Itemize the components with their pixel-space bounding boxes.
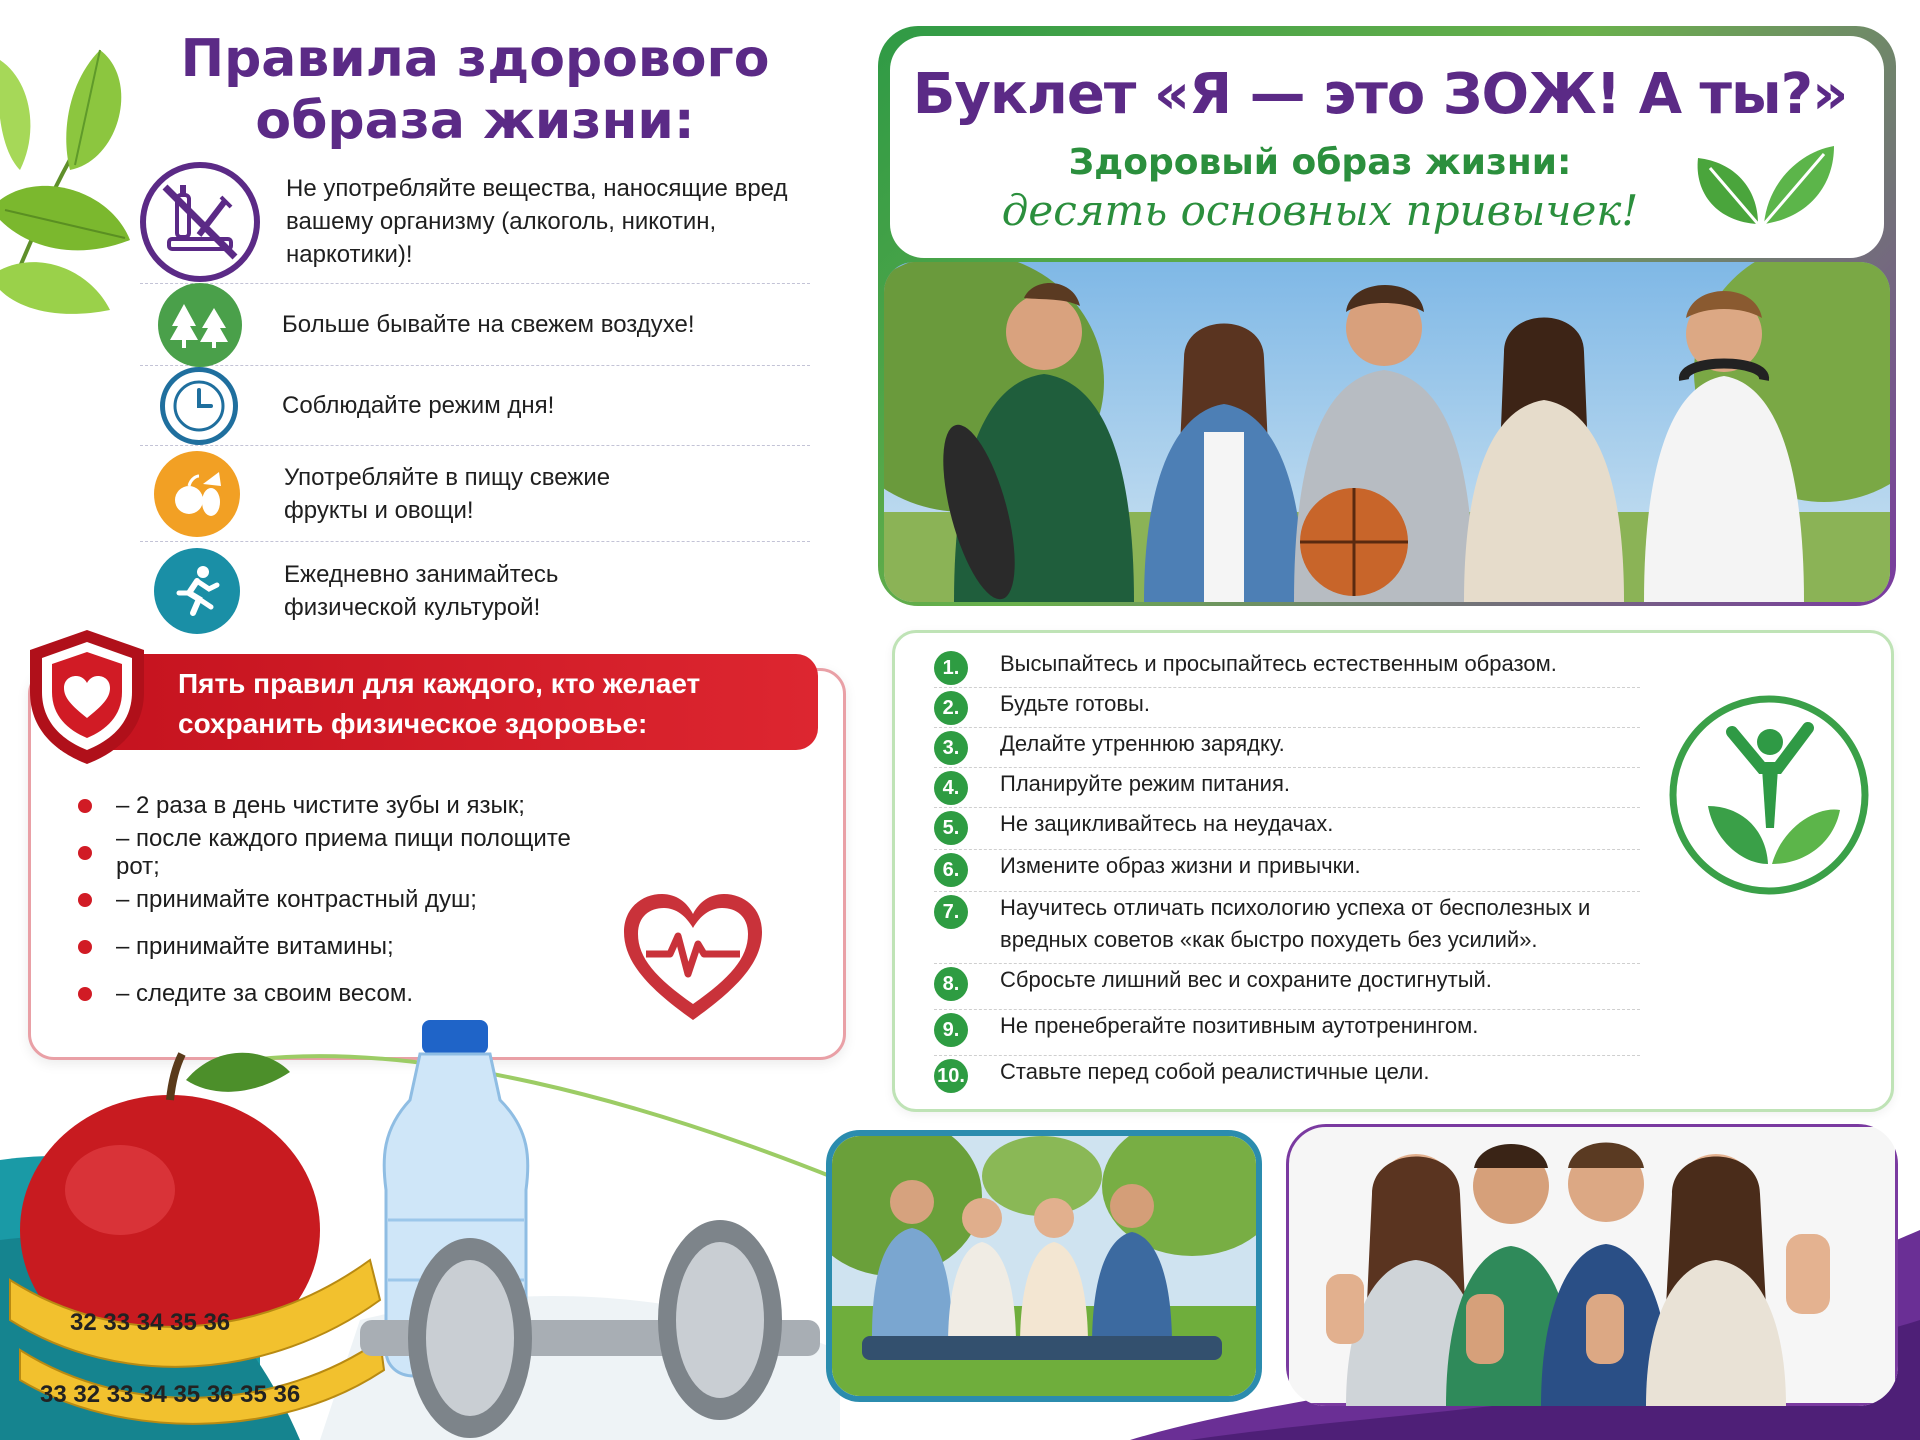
habit-text: Планируйте режим питания.: [1000, 771, 1290, 796]
habit-number: 8.: [934, 967, 968, 1001]
bullet-icon: [78, 799, 92, 813]
habit-item: [934, 648, 1640, 688]
leaves-decoration: [0, 20, 150, 320]
bullet-icon: [78, 893, 92, 907]
thumbs-up-teens-photo: [1286, 1124, 1898, 1406]
habit-item: [934, 688, 1640, 728]
rule-text: Больше бывайте на свежем воздухе!: [282, 311, 695, 338]
list-item: [78, 824, 598, 880]
habit-item: [934, 808, 1640, 850]
trees-icon: [158, 283, 242, 367]
rule-item: [140, 542, 810, 640]
list-item-text: – после каждого приема пищи полощите рот;: [116, 824, 571, 880]
rule-text: Не употребляйте вещества, наносящие вред вашему организму (алкоголь, никотин, наркотики)!: [286, 175, 788, 268]
rule-text: Соблюдайте режим дня!: [282, 392, 555, 419]
healthy-items-illustration: [0, 1020, 840, 1440]
list-item-text: – принимайте контрастный душ;: [116, 885, 477, 913]
page-title: Правила здорового образа жизни:: [180, 29, 770, 151]
habit-text: Делайте утреннюю зарядку.: [1000, 731, 1285, 756]
rule-item: [140, 446, 810, 542]
booklet-subtitle: Здоровый образ жизни:: [1068, 142, 1572, 183]
habit-text: Не зацикливайтесь на неудачах.: [1000, 811, 1334, 836]
list-item: [78, 923, 598, 970]
rules-list: [140, 160, 810, 640]
habit-number: 4.: [934, 771, 968, 805]
habit-number: 1.: [934, 651, 968, 685]
heart-shield-icon: [22, 626, 152, 766]
physical-health-title: Пять правил для каждого, кто желает сохранить физическое здоровье:: [178, 668, 701, 739]
habit-number: 5.: [934, 811, 968, 845]
rule-item: [140, 284, 810, 366]
bullet-icon: [78, 987, 92, 1001]
habits-list: [934, 648, 1640, 1100]
habit-number: 10.: [934, 1059, 968, 1093]
rule-item: [140, 366, 810, 446]
habit-item: [934, 1010, 1640, 1056]
friends-park-photo: [826, 1130, 1262, 1402]
bullet-icon: [78, 940, 92, 954]
no-substances-icon: [140, 162, 260, 282]
leaves-icon: [1688, 138, 1838, 228]
healthy-person-logo: [1662, 688, 1876, 902]
clock-icon: [160, 367, 238, 445]
habit-text: Не пренебрегайте позитивным аутотренингом.: [1000, 1013, 1479, 1038]
habit-number: 9.: [934, 1013, 968, 1047]
habit-number: 3.: [934, 731, 968, 765]
habit-text: Измените образ жизни и привычки.: [1000, 853, 1361, 878]
list-item: [78, 876, 598, 923]
runner-icon: [154, 548, 240, 634]
list-item-text: – 2 раза в день чистите зубы и язык;: [116, 791, 525, 819]
habit-item: [934, 1056, 1640, 1100]
rule-item: [140, 160, 810, 284]
habit-text: Ставьте перед собой реалистичные цели.: [1000, 1059, 1430, 1084]
physical-health-list: [78, 782, 598, 1017]
list-item-text: – следите за своим весом.: [116, 979, 414, 1007]
booklet-subtitle-script: десять основных привычек!: [1001, 186, 1639, 235]
habit-number: 2.: [934, 691, 968, 725]
habit-item: [934, 768, 1640, 808]
habit-number: 7.: [934, 895, 968, 929]
habit-text: Сбросьте лишний вес и сохраните достигнутый.: [1000, 967, 1492, 992]
habit-item: [934, 892, 1640, 964]
habit-text: Научитесь отличать психологию успеха от бесполезных и вредных советов «как быстро похудеть без усилий».: [1000, 895, 1591, 952]
habit-item: [934, 964, 1640, 1010]
list-item: [78, 782, 598, 829]
list-item: [78, 970, 598, 1017]
booklet-title: Буклет «Я — это ЗОЖ! А ты?»: [912, 62, 1848, 127]
habit-text: Высыпайтесь и просыпайтесь естественным образом.: [1000, 651, 1557, 676]
teens-group-photo: [884, 262, 1890, 602]
svg-text:33 32 33 34 35 36 35 36: 33 32 33 34 35 36 35 36: [40, 1381, 301, 1408]
heart-ekg-icon: [618, 888, 768, 1028]
rule-text: Ежедневно занимайтесь физической культурой!: [284, 561, 559, 621]
habit-item: [934, 728, 1640, 768]
fruits-icon: [154, 451, 240, 537]
rule-text: Употребляйте в пищу свежие фрукты и овощи!: [284, 463, 611, 524]
habit-number: 6.: [934, 853, 968, 887]
habit-item: [934, 850, 1640, 892]
habit-text: Будьте готовы.: [1000, 691, 1150, 716]
svg-text:32 33 34 35 36: 32 33 34 35 36: [70, 1309, 231, 1336]
list-item-text: – принимайте витамины;: [116, 932, 394, 960]
bullet-icon: [78, 846, 92, 860]
